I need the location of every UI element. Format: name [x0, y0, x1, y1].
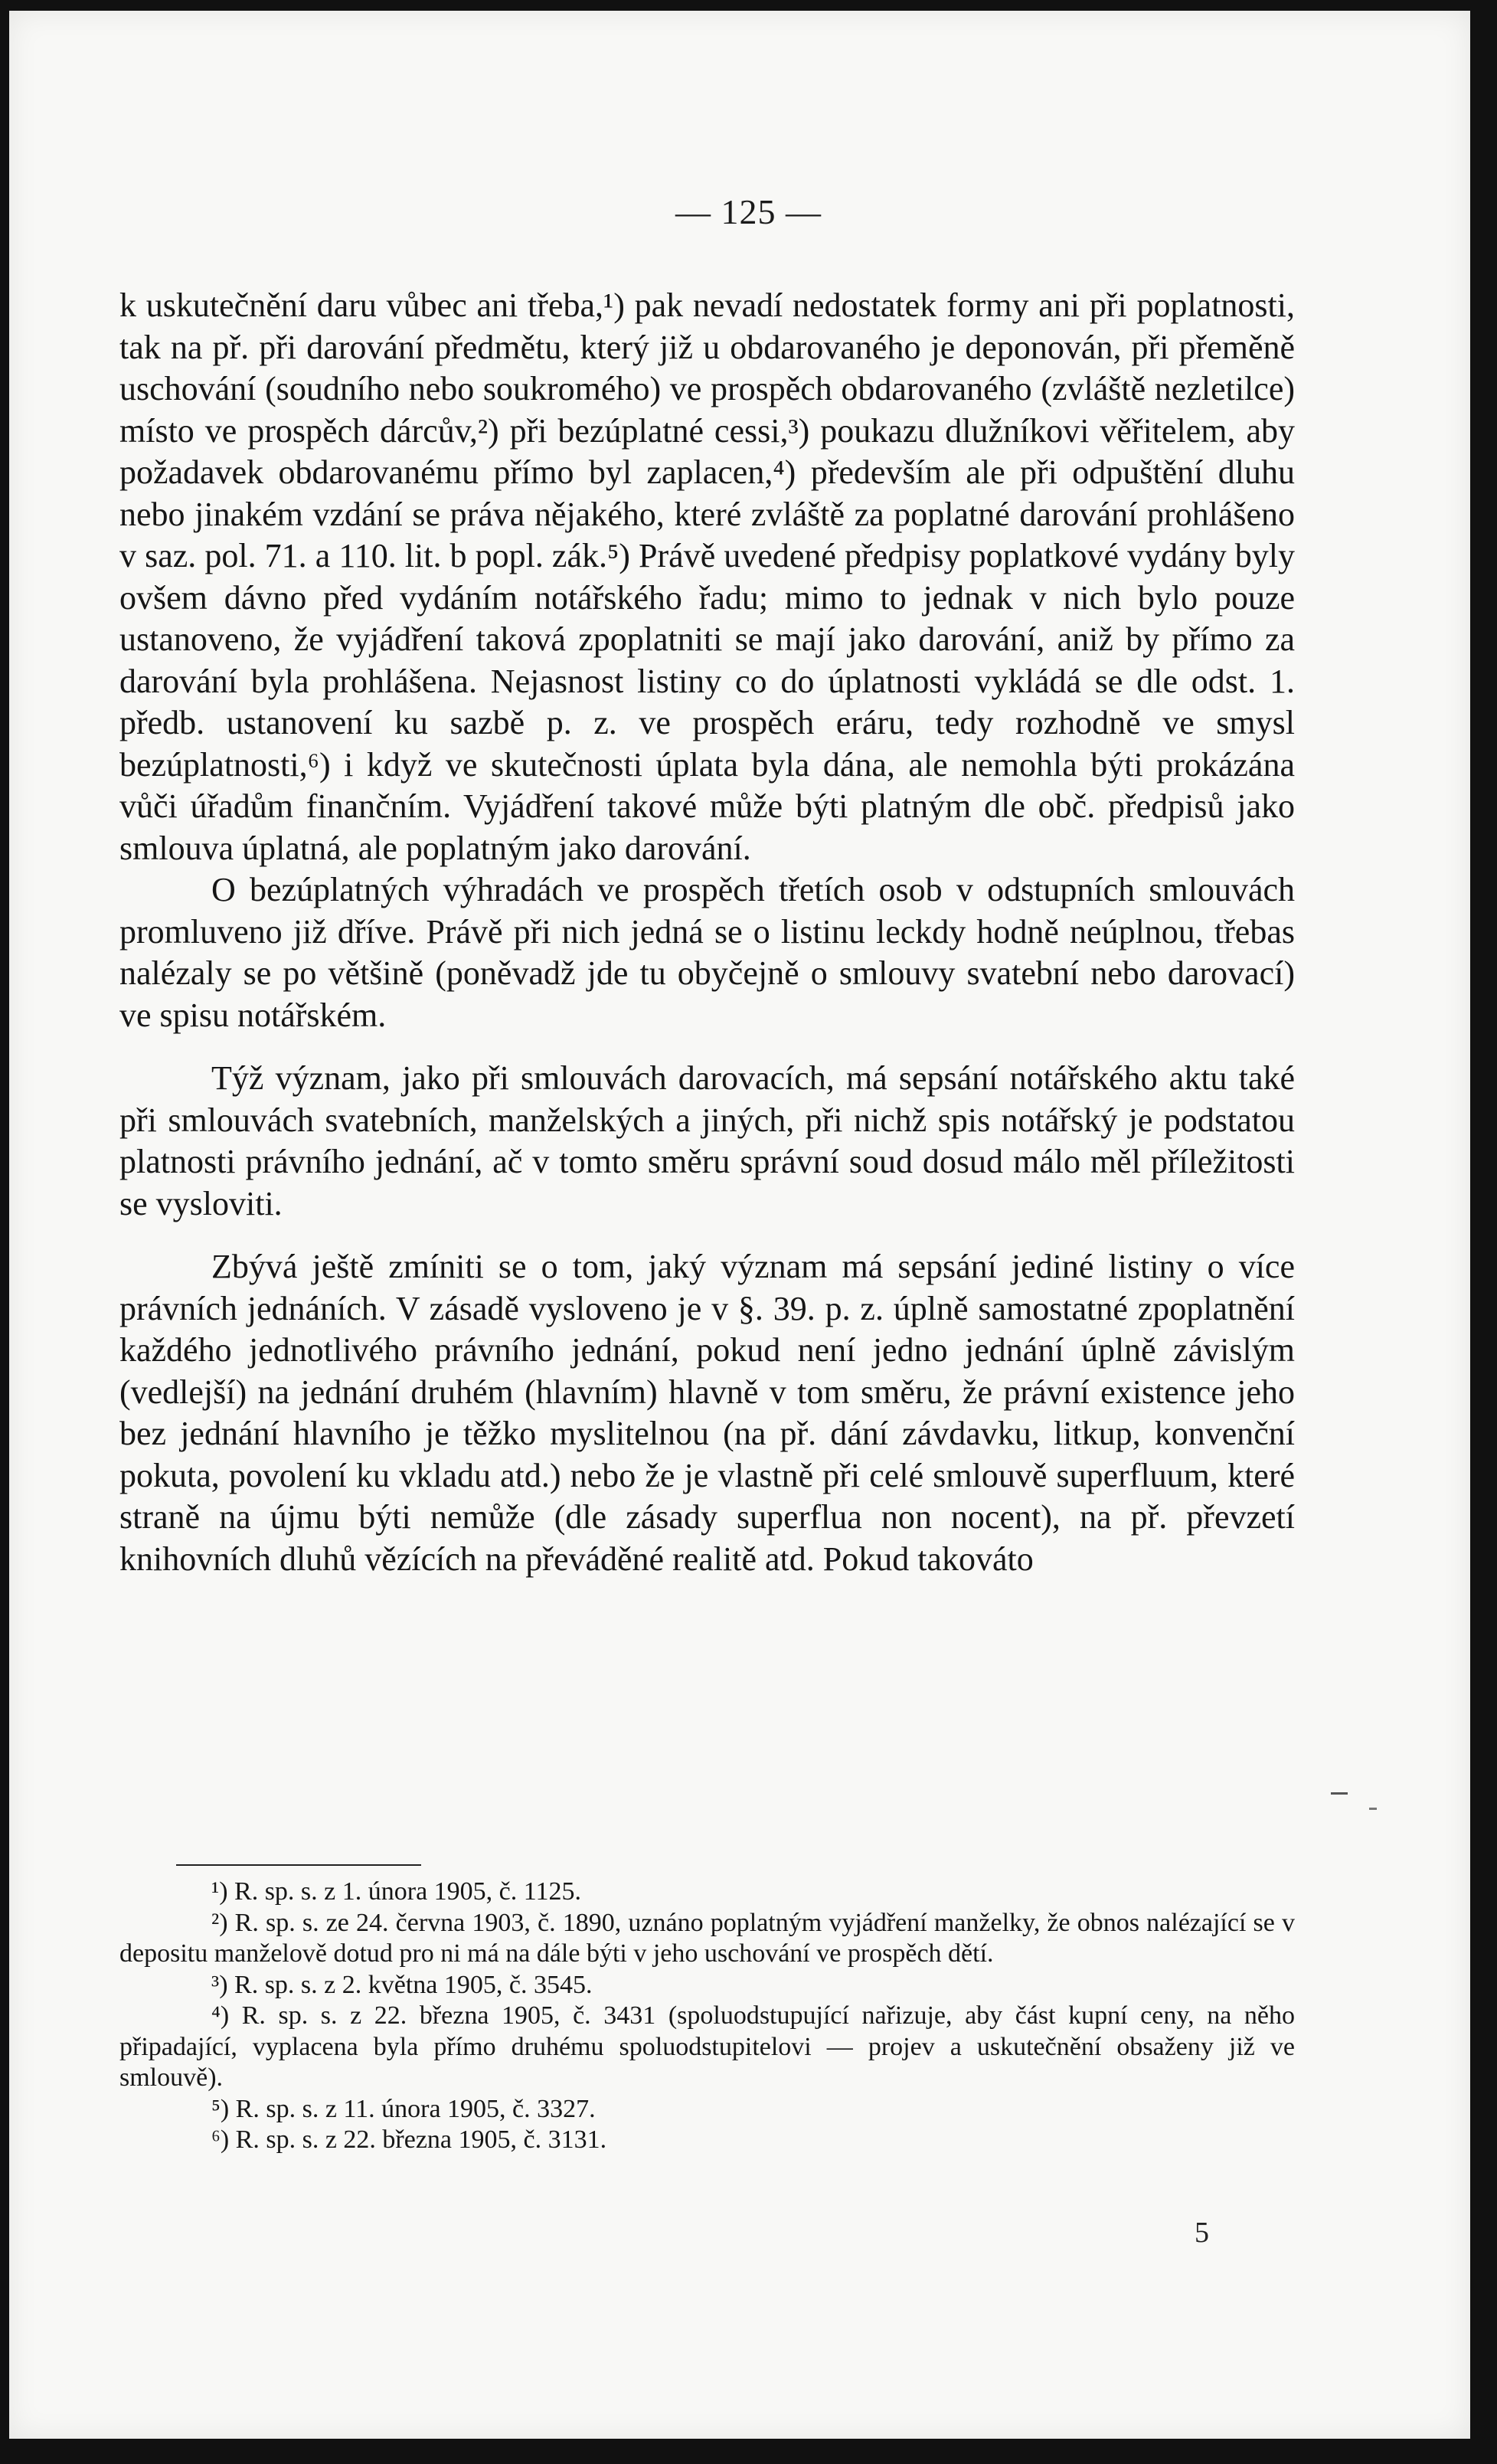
footnotes	[119, 1877, 1295, 2156]
paragraph-4: Zbývá ještě zmíniti se o tom, jaký význam má sepsání jediné listiny o více právních jednáních. V zásadě vysloveno je v §. 39. p. z. úplně samostatné zpoplatnění každého jednotlivého právního jednání, pokud není jedno jednání úplně závislým (vedlejší) na jednání druhém (hlavním) hlavně v tom směru, že právní existence jeho bez jednání hlavního je těžko myslitelnou (na př. dání závdavku, litkup, konvenční pokuta, povolení ku vkladu atd.) nebo že je vlastně při celé smlouvě superfluum, které straně na újmu býti nemůže (dle zásady superflua non nocent), na př. převzetí knihovních dluhů vězících na převáděné realitě atd. Pokud takováto	[119, 1248, 1295, 1578]
printer-signature: 5	[1195, 2217, 1209, 2249]
margin-mark	[1369, 1808, 1377, 1810]
main-text	[119, 285, 1295, 1580]
footnote-3: ³) R. sp. s. z 2. května 1905, č. 3545.	[211, 1970, 593, 1999]
footnote-1: ¹) R. sp. s. z 1. února 1905, č. 1125.	[211, 1877, 581, 1906]
paragraph-3: Týž význam, jako při smlouvách darovacích, má sepsání notářského aktu také při smlouvách svatebních, manželských a jiných, při nichž spis notářský je podstatou platnosti právního jednání, ač v tomto směru správní soud dosud málo měl příležitosti se vysloviti.	[119, 1059, 1295, 1222]
footnote-4: ⁴) R. sp. s. z 22. března 1905, č. 3431 (spoluodstupující nařizuje, aby část kupní ceny, na něho připadající, vyplacena byla přímo druhému spoluodstupitelovi — projev a uskutečnění obsaženy již ve smlouvě).	[119, 2001, 1295, 2092]
footnote-5: ⁵) R. sp. s. z 11. února 1905, č. 3327.	[211, 2094, 596, 2123]
footnote-2: ²) R. sp. s. ze 24. června 1903, č. 1890, uznáno poplatným vyjádření manželky, že obnos nalézající se v depositu manželově dotud pro ni má na dále býti v jeho uschování ve prospěch dětí.	[119, 1908, 1295, 1968]
page-number: — 125 —	[675, 192, 822, 231]
paragraph-1: k uskutečnění daru vůbec ani třeba,¹) pak nevadí nedostatek formy ani při poplatnosti, tak na př. při darování předmětu, který již u obdarovaného je deponován, při přeměně uschování (soudního nebo soukromého) ve prospěch obdarovaného (zvláště nezletilce) místo ve prospěch dárcův,²) při bezúplatné cessi,³) poukazu dlužníkovi věřitelem, aby požadavek obdarovanému přímo byl zaplacen,⁴) především ale při odpuštění dluhu nebo jinakém vzdání se práva nějakého, které zvláště za poplatné darování prohlášeno v saz. pol. 71. a 110. lit. b popl. zák.⁵) Právě uvedené předpisy poplatkové vydány byly ovšem dávno před vydáním notářského řadu; mimo to jednak v nich bylo pouze ustanoveno, že vyjádření taková zpoplatniti se mají jako darování, aniž by přímo za darování byla prohlášena. Nejasnost listiny co do úplatnosti vykládá se dle odst. 1. předb. ustanovení ku sazbě p. z. ve prospěch eráru, tedy rozhodně ve smysl bezúplatnosti,⁶) i když ve skutečnosti úplata byla dána, ale nemohla býti prokázána vůči úřadům finančním. Vyjádření takové může býti platným dle obč. předpisů jako smlouva úplatná, ale poplatným jako darování.	[119, 286, 1295, 867]
margin-mark	[1331, 1792, 1348, 1795]
footnote-divider	[176, 1864, 421, 1866]
paragraph-2: O bezúplatných výhradách ve prospěch třetích osob v odstupních smlouvách promluveno již dříve. Právě při nich jedná se o listinu leckdy hodně neúplnou, třebas nalézaly se po většině (poněvadž jde tu obyčejně o smlouvy svatební nebo darovací) ve spisu notářském.	[119, 871, 1295, 1034]
footnote-6: ⁶) R. sp. s. z 22. března 1905, č. 3131.	[211, 2125, 607, 2154]
